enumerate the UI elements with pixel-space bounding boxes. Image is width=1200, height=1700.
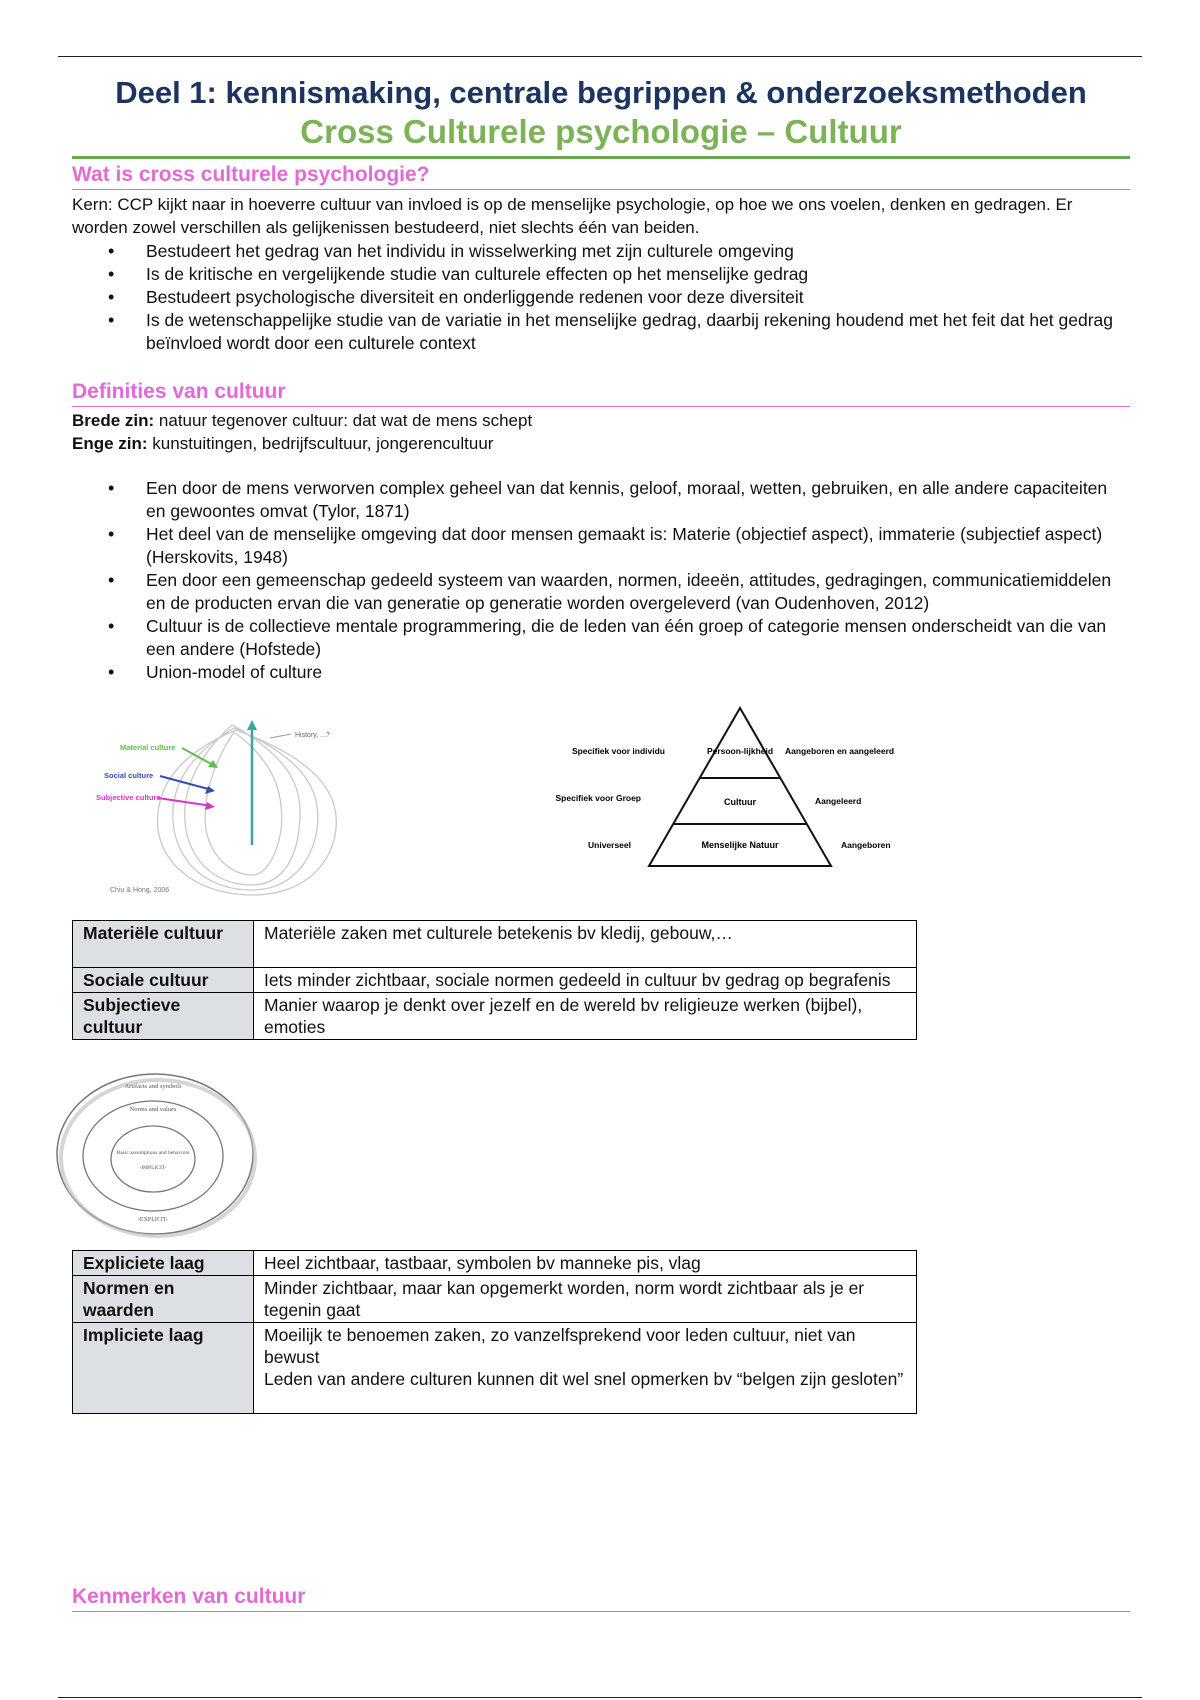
onion-outer-label: Artifacts and symbols xyxy=(124,1083,182,1090)
onion-inner-label: Basic assumptions and behaviors xyxy=(116,1150,190,1156)
list-item: • Is de wetenschappelijke studie van de variatie in het menselijke gedrag, daarbij rekening houdend met het feit dat het gedrag beïnvloed wordt door een culturele context xyxy=(72,309,1130,355)
section1-intro: Kern: CCP kijkt naar in hoeverre cultuur van invloed is op de menselijke psychologie, op hoe we ons voelen, denken en gedragen. Er worden zowel verschillen als gelijkenissen bestudeerd, niet slechts één van beiden. xyxy=(72,195,1073,237)
onion-outer-tag: -EXPLICIT- xyxy=(137,1217,169,1223)
onion-inner-tag: -IMPLICIT- xyxy=(139,1165,167,1171)
section1-bullet-list xyxy=(72,240,1130,355)
table-row xyxy=(73,968,917,993)
pyramid-right-mid: Aangeleerd xyxy=(815,796,862,806)
list-item: • Een door een gemeenschap gedeeld systeem van waarden, normen, ideeën, attitudes, gedragingen, communicatiemiddelen en de producten ervan die van generatie op generatie worden overgeleverd (van Oudenhoven, 2012) xyxy=(72,569,1130,615)
pyramid-left-bottom: Universeel xyxy=(588,840,631,850)
broad-sense-line xyxy=(72,409,1130,432)
table-term: Impliciete laag xyxy=(73,1323,254,1414)
union-model-figure xyxy=(84,720,374,898)
document-body xyxy=(72,74,1130,684)
page-title: Deel 1: kennismaking, centrale begrippen & onderzoeksmethoden xyxy=(115,75,1087,110)
table-row xyxy=(73,1276,917,1323)
table-term: Subjectieve cultuur xyxy=(73,993,254,1040)
culture-layers-table-wrap xyxy=(72,1250,917,1414)
pyramid-top-label: Persoon-lijkheid xyxy=(706,746,774,756)
narrow-sense-text: kunstuitingen, bedrijfscultuur, jongerencultuur xyxy=(147,434,494,453)
table-row xyxy=(73,1251,917,1276)
culture-types-table-wrap xyxy=(72,920,917,1040)
section-heading-what-is-ccp: Wat is cross culturele psychologie? xyxy=(72,162,1130,190)
section-heading-definitions: Definities van cultuur xyxy=(72,379,1130,407)
list-item: • Cultuur is de collectieve mentale programmering, die de leden van één groep of categorie mensen onderscheidt van die van een andere (Hofstede) xyxy=(72,615,1130,661)
table-desc: Heel zichtbaar, tastbaar, symbolen bv manneke pis, vlag xyxy=(254,1251,917,1276)
list-item: • Een door de mens verworven complex geheel van dat kennis, geloof, moraal, wetten, gebruiken, en alle andere capaciteiten en gewoontes omvat (Tylor, 1871) xyxy=(72,477,1130,523)
list-item: • Union-model of culture xyxy=(72,661,1130,684)
list-item: • Bestudeert het gedrag van het individu in wisselwerking met zijn culturele omgeving xyxy=(72,240,1130,263)
broad-sense-text: natuur tegenover cultuur: dat wat de mens schept xyxy=(154,411,533,430)
material-culture-label: Material culture xyxy=(120,743,176,752)
list-item: • Het deel van de menselijke omgeving dat door mensen gemaakt is: Materie (objectief aspect), immaterie (subjectief aspect) (Herskovits, 1948) xyxy=(72,523,1130,569)
table-desc: Moeilijk te benoemen zaken, zo vanzelfsprekend voor leden cultuur, niet van bewust xyxy=(264,1325,856,1367)
table-desc-cell xyxy=(254,1323,917,1414)
culture-types-table xyxy=(72,920,917,1040)
figure-credit: Chiu & Hong, 2006 xyxy=(110,887,170,894)
table-desc: Minder zichtbaar, maar kan opgemerkt worden, norm wordt zichtbaar als je er tegenin gaat xyxy=(254,1276,917,1323)
definitions-bullet-list xyxy=(72,477,1130,684)
section3-wrap xyxy=(72,1584,1130,1612)
list-item: • Is de kritische en vergelijkende studie van culturele effecten op het menselijke gedrag xyxy=(72,263,1130,286)
table-row xyxy=(73,1323,917,1414)
culture-pyramid-figure xyxy=(555,700,915,870)
page-bottom-rule xyxy=(58,1697,1142,1698)
table-desc: Materiële zaken met culturele betekenis bv kledij, gebouw,… xyxy=(254,921,917,968)
broad-sense-label: Brede zin: xyxy=(72,411,155,430)
narrow-sense-line xyxy=(72,432,1130,455)
pyramid-bottom-label: Menselijke Natuur xyxy=(701,840,779,850)
table-row xyxy=(73,921,917,968)
page-subtitle: Cross Culturele psychologie – Cultuur xyxy=(300,113,902,150)
table-term: Sociale cultuur xyxy=(73,968,254,993)
pyramid-middle-label: Cultuur xyxy=(724,797,756,807)
table-row xyxy=(73,993,917,1040)
social-culture-label: Social culture xyxy=(104,771,154,780)
pyramid-right-top: Aangeboren en aangeleerd xyxy=(785,746,895,756)
list-item: • Bestudeert psychologische diversiteit en onderliggende redenen voor deze diversiteit xyxy=(72,286,1130,309)
subjective-culture-label: Subjective culture xyxy=(96,793,161,802)
narrow-sense-label: Enge zin: xyxy=(72,434,148,453)
section-heading-characteristics: Kenmerken van cultuur xyxy=(72,1584,1130,1612)
history-label: History, ...? xyxy=(295,732,330,739)
culture-layers-table xyxy=(72,1250,917,1414)
table-term: Normen en waarden xyxy=(73,1276,254,1323)
table-desc: Manier waarop je denkt over jezelf en de wereld bv religieuze werken (bijbel), emoties xyxy=(254,993,917,1040)
page-top-rule xyxy=(58,56,1142,57)
pyramid-left-mid: Specifiek voor Groep xyxy=(555,793,641,803)
onion-model-figure xyxy=(50,1068,260,1238)
table-desc: Iets minder zichtbaar, sociale normen gedeeld in cultuur bv gedrag op begrafenis xyxy=(254,968,917,993)
onion-middle-label: Norms and values xyxy=(129,1106,177,1113)
pyramid-left-top: Specifiek voor individu xyxy=(571,746,665,756)
table-term: Materiële cultuur xyxy=(73,921,254,968)
table-term: Expliciete laag xyxy=(73,1251,254,1276)
table-desc-extra: Leden van andere culturen kunnen dit wel snel opmerken bv “belgen zijn gesloten” xyxy=(264,1369,904,1389)
pyramid-right-bottom: Aangeboren xyxy=(841,840,891,850)
